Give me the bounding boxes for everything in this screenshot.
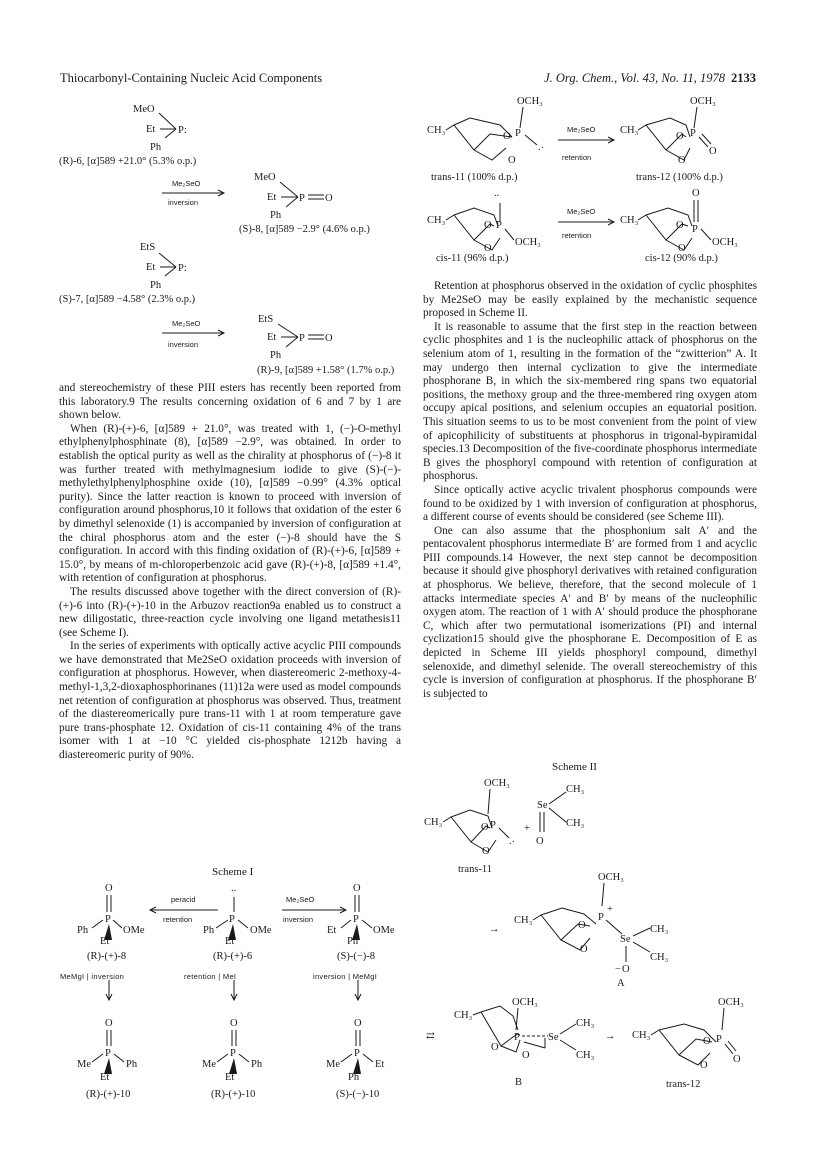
svg-text:P: P [598, 912, 604, 923]
svg-text:P: P [716, 1034, 722, 1045]
scheme-1-title: Scheme I [212, 866, 254, 878]
compound-label-s7: (S)-7, [α]589 −4.58° (2.3% o.p.) [59, 294, 196, 305]
svg-text:CH₃: CH₃ [427, 215, 446, 226]
svg-text:OCH₃: OCH₃ [515, 237, 541, 248]
svg-text:CH₃: CH₃ [566, 784, 585, 795]
svg-text:O: O [105, 883, 113, 894]
svg-text:..: .. [494, 188, 500, 199]
paragraph: Since optically active acyclic trivalent phosphorus compounds were found to be oxidized by 1 with inversion of configuration at phosphorus, a different course of events should be considered (see Scheme III). [423, 483, 757, 524]
svg-text:CH₃: CH₃ [424, 817, 443, 828]
svg-text:Ph: Ph [126, 1059, 138, 1070]
svg-text:P: P [229, 914, 235, 925]
svg-text:Me₂SeO: Me₂SeO [286, 895, 315, 904]
svg-text:O: O [678, 155, 686, 166]
svg-text:CH₃: CH₃ [620, 215, 639, 226]
svg-text:CH₃: CH₃ [576, 1050, 595, 1061]
svg-text:CH₃: CH₃ [566, 818, 585, 829]
svg-text:O: O [536, 836, 544, 847]
svg-text:O: O [522, 1050, 530, 1061]
svg-text:O: O [354, 1018, 362, 1029]
svg-text:OMe: OMe [373, 925, 395, 936]
svg-text:Ph: Ph [348, 1072, 360, 1083]
svg-text:O: O [325, 193, 333, 204]
svg-text:+: + [607, 904, 613, 915]
journal-citation: J. Org. Chem., Vol. 43, No. 11, 1978 [544, 71, 725, 85]
svg-text:O: O [678, 243, 686, 254]
svg-text:Me: Me [77, 1059, 91, 1070]
paragraph: When (R)-(+)-6, [α]589 + 21.0°, was treated with 1, (−)-O-methyl ethylphenylphosphinate (8), [α]589 −2.9°, was obtained. In order to establish the optical purity as well as the chirality at phosphorus of (−)-8 it was further treated with methylmagnesium iodide to give (S)-(−)-methylethylphenylphosphine oxide (10), [α]589 −0.99° (4.3% optical purity). Since the latter reaction is known to proceed with inversion of configuration around phosphorus,10 it follows that oxidation of the ester 6 by dimethyl selenoxide (1) is accompanied by inversion of configuration at the chiral phosphorus atom and the ester (−)-8 should have the S configuration. In accord with this finding oxidation of (R)-(+)-6, [α]589 + 15.0°, by means of m-chloroperbenzoic acid gave (R)-(+)-8, [α]589 +1.4°, with retention of configuration at phosphorus. [59, 422, 401, 585]
svg-text:MeO: MeO [133, 104, 155, 115]
svg-text:Et: Et [327, 925, 337, 936]
scheme2-label-trans-12: trans-12 [666, 1079, 701, 1090]
svg-text:OCH₃: OCH₃ [718, 997, 744, 1008]
svg-text:P: P [105, 1048, 111, 1059]
paragraph: One can also assume that the phosphonium salt A′ and the pentacovalent phosphorus intermediate B′ are formed from 1 and acyclic PIII compounds.14 However, the next step cannot be decomposition because it should give phosphoryl derivatives with retained configuration at phosphorus. We believe, therefore, that the second molecule of 1 attacks intermediate species A′ and B′ by means of the nucleophilic oxygen atom. The reaction of 1 with A′ should produce the phosphorane C, which after two permutational isomerizations (PI) and internal cyclization15 should give the phosphorane E. Decomposition of E as depicted in Scheme III yields phosphoryl compound, dimethyl selenoxide, and dimethyl selenide. The overall stereochemistry of this cycle is inversion of configuration at phosphorus. If the phosphorane B′ is subjected to [423, 524, 757, 700]
svg-text:.: . [541, 140, 544, 151]
svg-text:Ph: Ph [270, 210, 282, 221]
svg-text:OCH₃: OCH₃ [512, 997, 538, 1008]
svg-text:Se: Se [537, 800, 548, 811]
svg-text:⇄: ⇄ [426, 1031, 435, 1042]
svg-text:Et: Et [146, 262, 156, 273]
svg-text:→: → [489, 924, 500, 935]
svg-text:Et: Et [100, 1072, 110, 1083]
svg-text:O: O [692, 188, 700, 199]
svg-text:O: O [484, 243, 492, 254]
svg-text:retention: retention [562, 231, 592, 240]
svg-text:Se: Se [548, 1032, 559, 1043]
svg-text:Me: Me [326, 1059, 340, 1070]
svg-text:CH₃: CH₃ [620, 125, 639, 136]
svg-text:P: P [690, 128, 696, 139]
scheme2-label-trans-11: trans-11 [458, 864, 493, 875]
svg-text:OCH₃: OCH₃ [690, 96, 716, 107]
svg-text:P:: P: [178, 263, 187, 274]
svg-text:Me₂SeO: Me₂SeO [172, 319, 201, 328]
svg-text:Et: Et [146, 124, 156, 135]
svg-text:Et: Et [225, 936, 235, 947]
svg-text:CH₃: CH₃ [427, 125, 446, 136]
svg-text:→: → [605, 1031, 616, 1042]
paragraph: In the series of experiments with optically active acyclic PIII compounds we have demonstrated that Me2SeO oxidation proceeds with inversion of configuration at phosphorus. However, when diastereomeric 2-methoxy-4-methyl-1,3,2-dioxaphosphorinanes (11)12a were used as model compounds net retention of configuration at phosphorus was observed. Thus, treatment of the diastereomerically pure trans-11 with 1 at room temperature gave pure trans-phosphate 12. Oxidation of cis-11 containing 4% of the trans isomer with 1 at −10 °C yielded cis-phosphate 1212b having a diastereomeric purity of 90%. [59, 640, 401, 762]
svg-text:O: O [578, 920, 586, 931]
svg-text:O: O [709, 146, 717, 157]
paragraph: The results discussed above together with the direct conversion of (R)-(+)-6 into (R)-(+)-10 in the Arbuzov reaction9a enabled us to construct a new diligostatic, three-reaction cycle involving one ligand metathesis11 (see Scheme I). [59, 585, 401, 639]
svg-text:O: O [676, 220, 684, 231]
scheme1-step-inversion-memgi: inversion | MeMgI [313, 972, 378, 981]
svg-text:retention: retention [562, 153, 592, 162]
svg-text:O: O [503, 131, 511, 142]
scheme1-label-s10: (S)-(−)-10 [336, 1089, 380, 1100]
svg-text:O: O [676, 131, 684, 142]
svg-text:O: O [580, 944, 588, 955]
svg-text:inversion: inversion [168, 340, 199, 349]
svg-text:Ph: Ph [150, 142, 162, 153]
scheme-2-title: Scheme II [552, 761, 597, 773]
svg-text:.: . [512, 834, 515, 845]
svg-text:O: O [484, 220, 492, 231]
scheme1-label-r6: (R)-(+)-6 [213, 951, 253, 962]
svg-text:P: P [299, 193, 305, 204]
svg-text:inversion: inversion [283, 915, 314, 924]
svg-text:P: P [515, 128, 521, 139]
paragraph: Retention at phosphorus observed in the oxidation of cyclic phosphites by Me2SeO may be easily explained by the mechanistic sequence proposed in Scheme II. [423, 280, 757, 320]
svg-text:OMe: OMe [123, 925, 145, 936]
svg-text:O: O [700, 1060, 708, 1071]
svg-text:.: . [509, 836, 512, 847]
svg-text:Ph: Ph [347, 936, 359, 947]
svg-text:CH₃: CH₃ [650, 924, 669, 935]
running-header-title: Thiocarbonyl-Containing Nucleic Acid Components [60, 71, 323, 85]
svg-text:OCH₃: OCH₃ [517, 96, 543, 107]
svg-text:Et: Et [267, 332, 277, 343]
compound-label-r6: (R)-6, [α]589 +21.0° (5.3% o.p.) [59, 156, 197, 167]
svg-text:P: P [496, 220, 502, 231]
svg-text:OCH₃: OCH₃ [598, 872, 624, 883]
svg-text:CH₃: CH₃ [514, 915, 533, 926]
svg-text:EtS: EtS [258, 314, 274, 325]
scheme2-label-A: A [617, 978, 625, 989]
svg-text:Me₂SeO: Me₂SeO [567, 125, 596, 134]
svg-text:Se: Se [620, 934, 631, 945]
svg-text:OMe: OMe [250, 925, 272, 936]
svg-text:+: + [524, 823, 530, 834]
svg-text:Me₂SeO: Me₂SeO [567, 207, 596, 216]
svg-text:P: P [105, 914, 111, 925]
svg-text:O: O [622, 964, 630, 975]
svg-text:OCH₃: OCH₃ [484, 778, 510, 789]
scheme1-label-r10a: (R)-(+)-10 [86, 1089, 131, 1100]
svg-text:−: − [615, 964, 621, 975]
svg-text:P: P [354, 1048, 360, 1059]
svg-text:Ph: Ph [150, 280, 162, 291]
svg-text:Ph: Ph [251, 1059, 263, 1070]
svg-text:O: O [508, 155, 516, 166]
svg-text:O: O [325, 333, 333, 344]
svg-text:Et: Et [100, 936, 110, 947]
svg-text:CH₃: CH₃ [576, 1018, 595, 1029]
compound-label-s8: (S)-8, [α]589 −2.9° (4.6% o.p.) [239, 224, 370, 235]
svg-text:O: O [353, 883, 361, 894]
label-trans-11-dp: trans-11 (100% d.p.) [431, 172, 518, 183]
svg-text:Ph: Ph [203, 925, 215, 936]
svg-text:Et: Et [375, 1059, 385, 1070]
scheme1-step-memgi-inversion: MeMgI | inversion [60, 972, 125, 981]
svg-text:O: O [703, 1036, 711, 1047]
page-number: 2133 [731, 71, 756, 85]
svg-text:..: .. [231, 883, 237, 894]
svg-text:CH₃: CH₃ [454, 1010, 473, 1021]
svg-text:OCH₃: OCH₃ [712, 237, 738, 248]
svg-text:O: O [733, 1054, 741, 1065]
svg-text:.: . [538, 142, 541, 153]
svg-text:Me₂SeO: Me₂SeO [172, 179, 201, 188]
svg-text:P: P [514, 1032, 520, 1043]
svg-text:O: O [230, 1018, 238, 1029]
svg-text:CH₃: CH₃ [650, 952, 669, 963]
svg-text:P:: P: [178, 125, 187, 136]
svg-text:Et: Et [267, 192, 277, 203]
svg-text:O: O [491, 1042, 499, 1053]
svg-text:peracid: peracid [171, 895, 196, 904]
svg-text:Ph: Ph [270, 350, 282, 361]
svg-text:O: O [105, 1018, 113, 1029]
svg-text:O: O [481, 822, 489, 833]
scheme1-label-s8: (S)-(−)-8 [337, 951, 375, 962]
svg-text:CH₃: CH₃ [632, 1030, 651, 1041]
svg-text:P: P [692, 224, 698, 235]
svg-text:EtS: EtS [140, 242, 156, 253]
svg-text:Et: Et [225, 1072, 235, 1083]
label-cis-11-dp: cis-11 (96% d.p.) [436, 253, 509, 264]
scheme1-label-r8: (R)-(+)-8 [87, 951, 127, 962]
scheme2-label-B: B [515, 1077, 523, 1088]
svg-text:O: O [482, 846, 490, 857]
svg-text:P: P [490, 820, 496, 831]
svg-text:P: P [230, 1048, 236, 1059]
svg-text:P: P [353, 914, 359, 925]
label-cis-12-dp: cis-12 (90% d.p.) [645, 253, 718, 264]
compound-label-r9: (R)-9, [α]589 +1.58° (1.7% o.p.) [257, 365, 395, 376]
label-trans-12-dp: trans-12 (100% d.p.) [636, 172, 723, 183]
paragraph: and stereochemistry of these PIII esters has recently been reported from this laboratory.9 The results concerning oxidation of 6 and 7 by 1 are shown below. [59, 382, 401, 422]
svg-text:inversion: inversion [168, 198, 199, 207]
svg-text:MeO: MeO [254, 172, 276, 183]
svg-text:Me: Me [202, 1059, 216, 1070]
scheme1-label-r10b: (R)-(+)-10 [211, 1089, 256, 1100]
svg-text:Ph: Ph [77, 925, 89, 936]
scheme1-step-retention-mei: retention | MeI [184, 972, 237, 981]
svg-text:retention: retention [163, 915, 193, 924]
paragraph: It is reasonable to assume that the first step in the reaction between cyclic phosphites and 1 is the nucleophilic attack of phosphorus on the selenium atom of 1, resulting in the formation of the “zwitterion” A. It may undergo then internal cyclization to give the intermediate phosphorane B, in which the six-membered ring spans two equatorial positions, the methoxy group and the three-membered ring oxygen atom occupy apical positions, and selenium occupies an equatorial position. This situation seems to us to be most convenient from the point of view of apicophilicity of substituents at phosphorus in trigonal-bypiramidal species.13 Decomposition of the five-coordinate phosphorus intermediate B gives the phosphoryl compound with retention of configuration at phosphorus. [423, 320, 757, 483]
svg-text:P: P [299, 333, 305, 344]
